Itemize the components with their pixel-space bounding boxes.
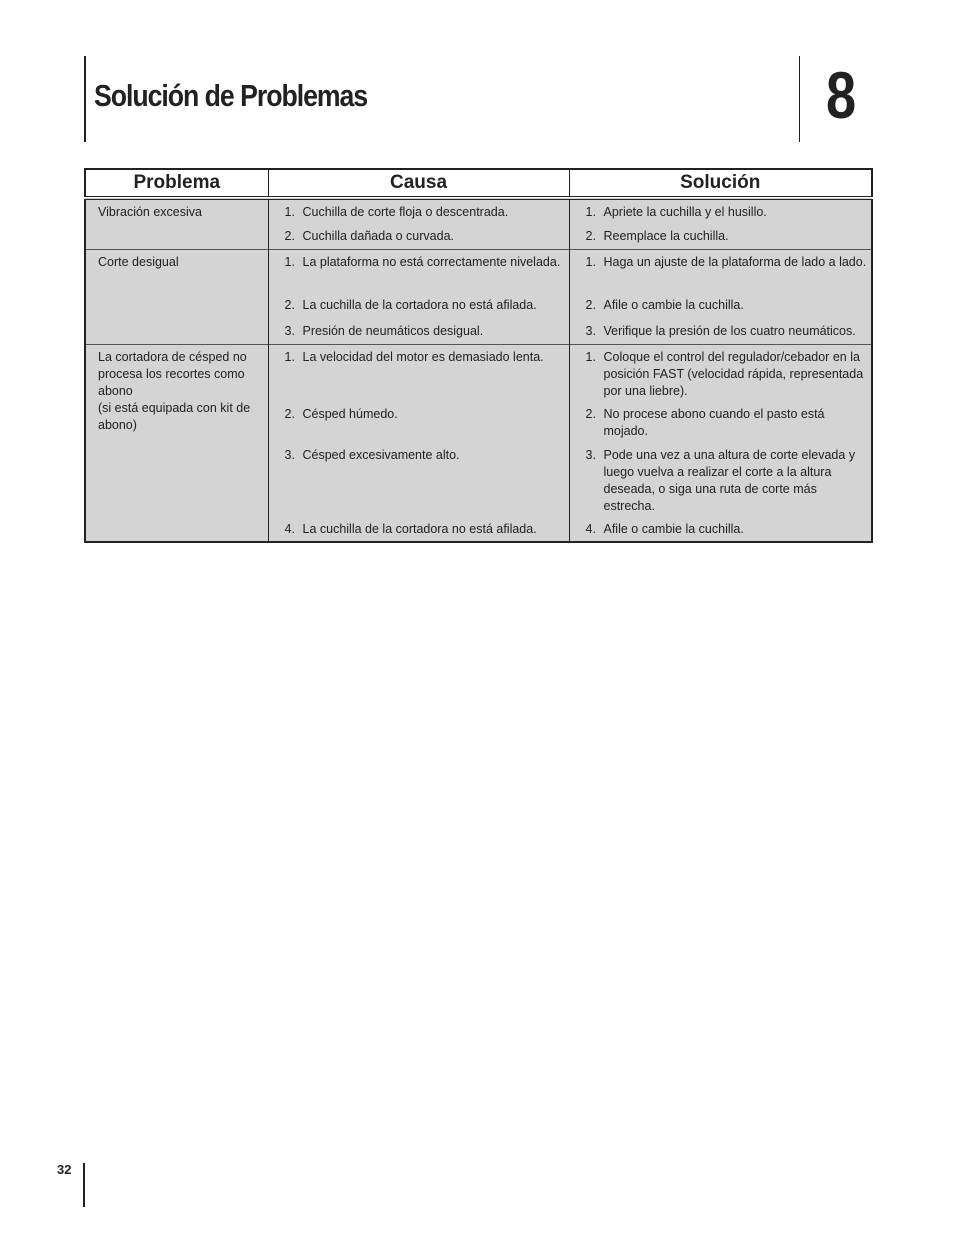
cause-item: 4. La cuchilla de la cortadora no está afilada. [284, 522, 537, 536]
solution-item: 4. Afile o cambie la cuchilla. [585, 522, 744, 536]
solution-item: 1. Haga un ajuste de la plataforma de lado a lado. [585, 255, 867, 269]
cause-item: 1. Cuchilla de corte floja o descentrada. [284, 205, 509, 219]
table-row [85, 345, 872, 543]
problem-text: Corte desigual [98, 255, 179, 269]
header-solucion: Solución [569, 169, 872, 198]
cause-item: 3. Presión de neumáticos desigual. [284, 324, 484, 338]
problem-cell [85, 198, 268, 250]
table-row [85, 250, 872, 345]
solution-item: 2. Reemplace la cuchilla. [585, 229, 729, 243]
chapter-number: 8 [826, 58, 857, 132]
problem-text: Vibración excesiva [98, 205, 202, 219]
cause-item: 1. La plataforma no está correctamente nivelada. [284, 255, 561, 269]
cause-cell [268, 250, 569, 345]
solution-item: 3. Pode una vez a una altura de corte elevada y luego vuelva a realizar el corte a la altura deseada, o siga una ruta de corte más estrecha. [585, 448, 856, 513]
solution-item: 3. Verifique la presión de los cuatro neumáticos. [585, 324, 856, 338]
solution-item: 2. Afile o cambie la cuchilla. [585, 298, 744, 312]
cause-cell [268, 345, 569, 543]
problem-text: La cortadora de césped no procesa los recortes como abono (si está equipada con kit de abono) [98, 350, 251, 432]
cause-item: 2. Cuchilla dañada o curvada. [284, 229, 454, 243]
troubleshooting-table [84, 168, 873, 543]
cause-cell [268, 198, 569, 250]
problem-cell [85, 345, 268, 543]
solution-item: 2. No procese abono cuando el pasto está mojado. [585, 407, 825, 438]
solution-cell [569, 345, 872, 543]
problem-cell [85, 250, 268, 345]
solution-item: 1. Coloque el control del regulador/cebador en la posición FAST (velocidad rápida, representada por una liebre). [585, 350, 864, 398]
page-number: 32 [57, 1162, 72, 1177]
solution-item: 1. Apriete la cuchilla y el husillo. [585, 205, 767, 219]
header-left-rule [84, 56, 86, 142]
cause-item: 2. Césped húmedo. [284, 407, 398, 421]
cause-item: 3. Césped excesivamente alto. [284, 448, 460, 462]
table-header-row [85, 169, 872, 198]
footer-rule [83, 1163, 85, 1207]
solution-cell [569, 198, 872, 250]
table-row [85, 198, 872, 250]
header-problema: Problema [85, 169, 268, 198]
header-right-rule [799, 56, 800, 142]
cause-item: 1. La velocidad del motor es demasiado lenta. [284, 350, 544, 364]
cause-item: 2. La cuchilla de la cortadora no está afilada. [284, 298, 537, 312]
page-title: Solución de Problemas [94, 78, 368, 113]
header-causa: Causa [268, 169, 569, 198]
solution-cell [569, 250, 872, 345]
